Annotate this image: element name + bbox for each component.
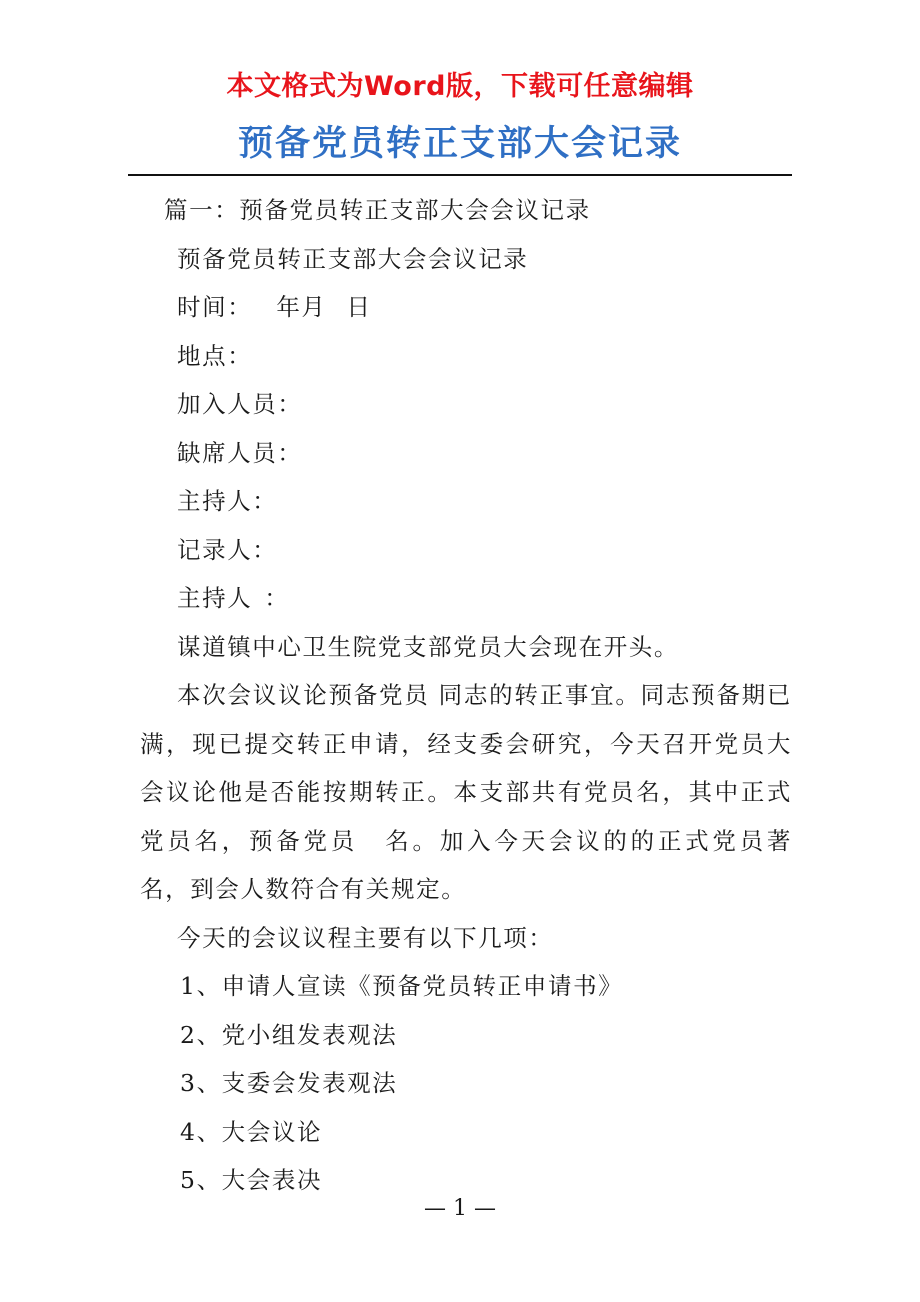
agenda-item: 4、大会议论 xyxy=(180,1117,323,1146)
section-heading: 篇一：预备党员转正支部大会会议记录 xyxy=(164,196,591,224)
agenda-item: 5、大会表决 xyxy=(180,1166,323,1194)
agenda-item: 3、支委会发表观法 xyxy=(180,1069,398,1097)
time-field xyxy=(140,283,792,332)
year-label: 年 xyxy=(276,293,302,321)
host-speech-label xyxy=(140,574,792,623)
host-field: 主持人： xyxy=(177,487,278,515)
subtitle: 预备党员转正支部大会会议记录 xyxy=(177,244,529,273)
agenda-item: 2、党小组发表观法 xyxy=(180,1020,398,1049)
host-speech-name: 主持人 xyxy=(177,584,253,612)
opening-paragraph: 谋道镇中心卫生院党支部党员大会现在开头。 xyxy=(177,632,679,661)
location-field: 地点： xyxy=(177,341,253,370)
title-divider xyxy=(128,174,792,176)
host-speech-colon: ： xyxy=(264,584,290,612)
day-label: 日 xyxy=(346,293,372,321)
word-format-banner: 本文格式为Word版，下载可任意编辑 xyxy=(226,71,694,102)
agenda-intro: 今天的会议议程主要有以下几项： xyxy=(177,923,554,952)
time-label: 时间： xyxy=(177,293,253,321)
absentees-field: 缺席人员： xyxy=(177,438,303,467)
attendees-field: 加入人员： xyxy=(177,390,303,418)
document-body xyxy=(140,186,792,1205)
month-label: 月 xyxy=(301,293,327,321)
document-title: 预备党员转正支部大会记录 xyxy=(237,124,682,164)
recorder-field: 记录人： xyxy=(177,535,278,564)
body-paragraph: 本次会议议论预备党员 同志的转正事宜。同志预备期已满，现已提交转正申请，经支委会研究，今天召开党员大会议论他是否能按期转正。本支部共有党员名，其中正式党员名，预备党员 名。加入今天会议的的正式党员著名，到会人数符合有关规定。 xyxy=(140,681,792,903)
page-number: — 1 — xyxy=(424,1196,496,1221)
agenda-item: 1、申请人宣读《预备党员转正申请书》 xyxy=(180,972,624,1000)
